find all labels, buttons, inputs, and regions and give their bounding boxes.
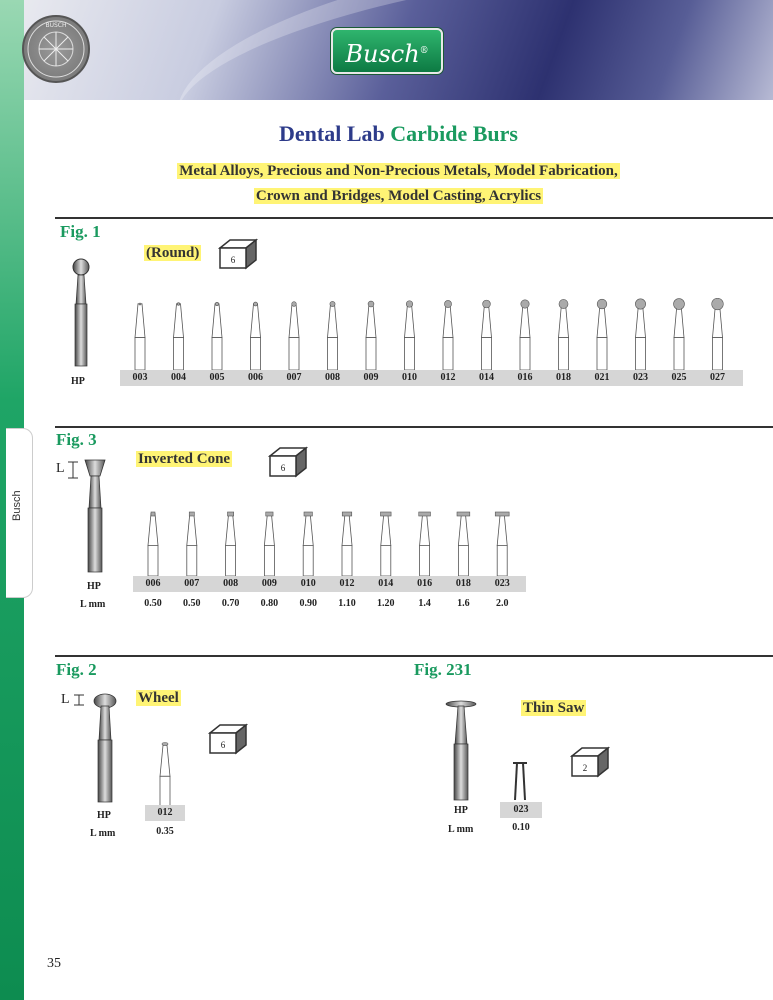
round-bur-icon (66, 254, 96, 368)
registered-mark: ® (419, 46, 429, 56)
bur-drawing (381, 512, 392, 576)
fig3-size-cell: 016 (417, 578, 433, 589)
fig1-size-cell: 014 (479, 372, 494, 383)
fig2-pack: 6 (220, 740, 226, 750)
fig231-pack: 2 (582, 763, 588, 773)
page-number: 35 (47, 956, 61, 971)
fig1-size-cell: 023 (633, 372, 648, 383)
fig3-pack: 6 (280, 463, 286, 473)
fig1-size-cell: 008 (325, 372, 340, 383)
fig2-l-label: L (61, 692, 70, 707)
fig1-size-cell: 021 (594, 372, 610, 383)
fig1-size-bar (120, 370, 743, 386)
bur-drawing (160, 743, 170, 807)
subtitle-line1: Metal Alloys, Precious and Non-Precious Metals, Model Fabrication, (179, 163, 618, 179)
bur-drawing (712, 298, 724, 370)
bur-drawing (174, 303, 184, 370)
fig1-size-cell: 012 (440, 372, 456, 383)
fig231-lmm-label: L mm (448, 824, 474, 835)
dimension-bracket-icon (66, 460, 80, 480)
fig3-length-cell: 0.50 (144, 598, 162, 609)
fig1-size-cell: 003 (132, 372, 148, 383)
fig1-size-cell: 006 (248, 372, 263, 383)
fig231-bur-row (505, 760, 535, 802)
fig3-size-bar (133, 576, 526, 592)
fig3-length-cell: 1.6 (457, 598, 470, 609)
page-title (24, 121, 773, 147)
bur-drawing (289, 302, 299, 370)
dimension-bracket-icon (72, 693, 86, 707)
bur-drawing (520, 300, 530, 370)
fig2-length-cell: 0.35 (156, 826, 174, 837)
side-tab-label: Busch (11, 490, 23, 521)
fig2-length-row (145, 826, 185, 840)
bur-drawing (674, 299, 685, 370)
fig231-label: Fig. 231 (414, 660, 472, 679)
header-swoosh (162, 0, 773, 100)
bur-drawing (597, 299, 607, 370)
fig3-label: Fig. 3 (56, 430, 97, 449)
fig3-name: Inverted Cone (138, 451, 231, 467)
fig2-size-cell: 012 (157, 807, 173, 818)
fig231-size-bar (500, 802, 542, 818)
bur-drawing (135, 303, 145, 370)
bur-drawing (366, 301, 376, 370)
bur-drawing (419, 512, 431, 576)
fig2-size-bar (145, 805, 185, 821)
fig3-size-cell: 012 (339, 578, 355, 589)
fig3-size-cell: 009 (261, 578, 277, 589)
fig3-size-cell: 018 (455, 578, 471, 589)
subtitle-line2: Crown and Bridges, Model Casting, Acrylics (255, 188, 542, 204)
bur-drawing (495, 512, 509, 576)
fig1-size-cell: 004 (171, 372, 186, 383)
fig3-length-cell: 1.20 (377, 598, 395, 609)
fig1-size-cell: 025 (671, 372, 687, 383)
fig1-size-cell: 018 (556, 372, 571, 383)
fig1-size-cell: 005 (209, 372, 225, 383)
bur-drawing (482, 300, 492, 370)
bur-drawing (251, 302, 261, 370)
fig3-l-label: L (56, 461, 65, 476)
bur-drawing (226, 512, 236, 576)
bur-drawing (187, 512, 197, 576)
fig3-length-cell: 0.90 (299, 598, 317, 609)
fig3-length-cell: 0.50 (183, 598, 201, 609)
fig3-shank: HP (87, 581, 101, 592)
fig3-size-cell: 008 (223, 578, 239, 589)
fig2-lmm-label: L mm (90, 828, 116, 839)
thin-saw-bur-icon (444, 700, 478, 802)
fig3-size-cell: 006 (145, 578, 161, 589)
fig3-bur-row (120, 508, 540, 576)
fig1-name-wrap (144, 245, 201, 262)
subtitle-line2-wrap (24, 188, 773, 205)
fig1-size-cell: 010 (402, 372, 417, 383)
fig231-name: Thin Saw (523, 700, 585, 716)
fig3-length-cell: 1.4 (418, 598, 431, 609)
seal-logo (22, 15, 90, 83)
fig2-name-wrap (136, 690, 181, 707)
pack-box-icon (218, 238, 258, 270)
fig2-name: Wheel (138, 690, 179, 706)
fig231-length-row (500, 822, 542, 836)
subtitle-line1-wrap (24, 163, 773, 180)
bur-drawing (405, 301, 415, 370)
fig2-shank: HP (97, 810, 111, 821)
fig3-length-cell: 2.0 (495, 598, 509, 609)
fig3-length-row (133, 598, 526, 612)
fig231-length-cell: 0.10 (512, 822, 530, 833)
fig2-label: Fig. 2 (56, 660, 97, 679)
bur-drawing (303, 512, 313, 576)
pack-box-icon (208, 723, 248, 755)
fig3-size-cell: 014 (378, 578, 394, 589)
title-part1: Dental Lab (279, 121, 385, 146)
fig1-pack: 6 (230, 255, 236, 265)
bur-drawing (264, 512, 274, 576)
bur-drawing (457, 512, 470, 576)
fig3-size-cell: 007 (184, 578, 200, 589)
busch-logo (331, 28, 443, 74)
bur-drawing (342, 512, 352, 576)
fig1-size-cell: 016 (517, 372, 533, 383)
fig1-size-cell: 027 (710, 372, 725, 383)
fig1-size-cell: 009 (363, 372, 379, 383)
bur-drawing (635, 299, 645, 370)
fig3-length-cell: 1.10 (338, 598, 356, 609)
fig231-name-wrap (521, 700, 586, 717)
fig3-size-cell: 023 (494, 578, 510, 589)
section-rule (55, 426, 773, 428)
fig231-shank: HP (454, 805, 468, 816)
pack-box-icon (268, 446, 308, 478)
fig3-size-cell: 010 (300, 578, 316, 589)
fig3-length-cell: 0.70 (221, 598, 240, 609)
fig3-lmm-label: L mm (80, 599, 106, 610)
section-rule (55, 655, 773, 657)
fig2-bur-row (150, 740, 180, 806)
thin-saw-drawing (513, 763, 527, 800)
fig1-shank: HP (71, 376, 85, 387)
bur-drawing (443, 300, 453, 370)
bur-drawing (559, 299, 569, 370)
fig1-name: (Round) (146, 245, 200, 261)
inverted-cone-bur-icon (80, 458, 110, 574)
fig231-size-cell: 023 (513, 804, 529, 815)
pack-box-icon (570, 746, 610, 778)
section-rule (55, 217, 773, 219)
fig3-length-cell: 0.80 (260, 598, 279, 609)
title-part2: Carbide Burs (390, 121, 518, 146)
fig1-bur-row (120, 298, 750, 370)
logo-text: Busch (345, 40, 420, 68)
fig1-label: Fig. 1 (60, 222, 101, 241)
fig3-name-wrap (136, 451, 232, 468)
wheel-bur-icon (90, 692, 120, 804)
bur-drawing (328, 301, 338, 370)
bur-drawing (212, 302, 222, 370)
seal-text: BUSCH (45, 22, 67, 29)
bur-drawing (148, 512, 158, 576)
fig1-size-cell: 007 (286, 372, 302, 383)
